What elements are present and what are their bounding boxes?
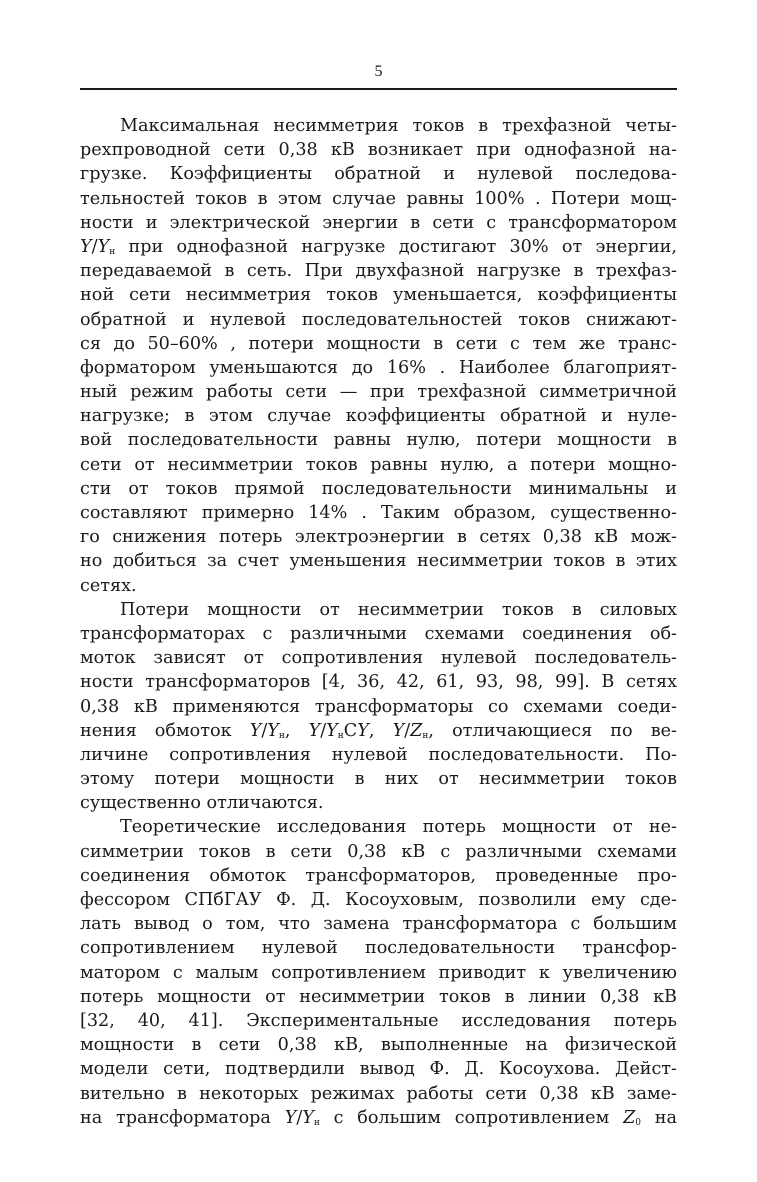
text-line: личине сопротивления нулевой последовательности. По- bbox=[80, 744, 677, 765]
text-line: ный режим работы сети — при трехфазной симметричной bbox=[80, 382, 677, 403]
text-line: потерь мощности от несимметрии токов в линии 0,38 кВ bbox=[80, 986, 677, 1007]
text-line: нения обмоток $Y/Y_н$, $Y/Y_нCY$, $Y/Z_н$, отличающиеся по ве- bbox=[80, 720, 677, 741]
text-line: сопротивлением нулевой последовательности трансфор- bbox=[80, 938, 677, 959]
text-line: вительно в некоторых режимах работы сети 0,38 кВ заме- bbox=[80, 1083, 677, 1104]
text-line: симметрии токов в сети 0,38 кВ с различными схемами bbox=[80, 841, 677, 862]
text-line: модели сети, подтвердили вывод Ф. Д. Косоухова. Дейст- bbox=[80, 1059, 677, 1080]
text-line: го снижения потерь электроэнергии в сетях 0,38 кВ мож- bbox=[80, 527, 677, 548]
text-line: [32, 40, 41]. Экспериментальные исследования потерь bbox=[80, 1010, 677, 1031]
text-line: вой последовательности равны нулю, потери мощности в bbox=[80, 430, 677, 451]
text-line: составляют примерно 14% . Таким образом, существенно- bbox=[80, 503, 677, 523]
header-rule bbox=[80, 88, 677, 90]
text-line: передаваемой в сеть. При двухфазной нагрузке в трехфаз- bbox=[80, 261, 677, 282]
paragraph-3 bbox=[80, 815, 677, 1129]
text-line: ности трансформаторов [4, 36, 42, 61, 93, 98, 99]. В сетях bbox=[80, 672, 677, 693]
text-line: форматором уменьшаются до 16% . Наиболее благоприят- bbox=[80, 357, 677, 378]
page-number: 5 bbox=[374, 63, 383, 80]
text-line: сетях. bbox=[80, 575, 137, 596]
text-line: нагрузке; в этом случае коэффициенты обратной и нуле- bbox=[80, 406, 677, 427]
text-line: лать вывод о том, что замена трансформатора с большим bbox=[80, 914, 677, 935]
text-line: 0,38 кВ применяются трансформаторы со схемами соеди- bbox=[80, 696, 677, 717]
text-line: ной сети несимметрия токов уменьшается, коэффициенты bbox=[80, 285, 677, 306]
text-line: грузке. Коэффициенты обратной и нулевой последова- bbox=[80, 164, 677, 185]
text-line: фессором СПбГАУ Ф. Д. Косоуховым, позволили ему сде- bbox=[80, 890, 677, 910]
text-line: $Y/Y_н$ при однофазной нагрузке достигают 30% от энергии, bbox=[80, 236, 677, 257]
body-text bbox=[80, 114, 677, 1130]
text-line: тельностей токов в этом случае равны 100% . Потери мощ- bbox=[80, 188, 677, 209]
text-line: на трансформатора $Y/Y_н$ с большим сопротивлением $Z_0$ на bbox=[80, 1107, 677, 1128]
text-line: Теоретические исследования потерь мощности от не- bbox=[120, 817, 677, 838]
text-line: мощности в сети 0,38 кВ, выполненные на физической bbox=[80, 1035, 677, 1056]
text-line: сети от несимметрии токов равны нулю, а потери мощно- bbox=[80, 454, 677, 475]
text-line: Максимальная несимметрия токов в трехфазной четы- bbox=[120, 116, 677, 136]
text-line: сти от токов прямой последовательности минимальны и bbox=[80, 478, 677, 499]
paragraph-1 bbox=[80, 114, 677, 598]
paragraph-2 bbox=[80, 598, 677, 816]
text-line: этому потери мощности в них от несимметрии токов bbox=[80, 769, 677, 790]
text-line: но добиться за счет уменьшения несимметрии токов в этих bbox=[80, 551, 677, 572]
text-line: моток зависят от сопротивления нулевой последователь- bbox=[80, 648, 677, 669]
text-line: существенно отличаются. bbox=[80, 793, 324, 814]
text-line: обратной и нулевой последовательностей токов снижают- bbox=[80, 309, 677, 330]
text-line: соединения обмоток трансформаторов, проведенные про- bbox=[80, 865, 677, 886]
text-line: ся до 50–60% , потери мощности в сети с тем же транс- bbox=[80, 333, 677, 354]
text-line: рехпроводной сети 0,38 кВ возникает при однофазной на- bbox=[80, 140, 677, 161]
text-line: трансформаторах с различными схемами соединения об- bbox=[80, 623, 677, 644]
text-line: ности и электрической энергии в сети с трансформатором bbox=[80, 212, 677, 233]
text-line: Потери мощности от несимметрии токов в силовых bbox=[120, 599, 677, 620]
text-line: матором с малым сопротивлением приводит к увеличению bbox=[80, 962, 677, 983]
